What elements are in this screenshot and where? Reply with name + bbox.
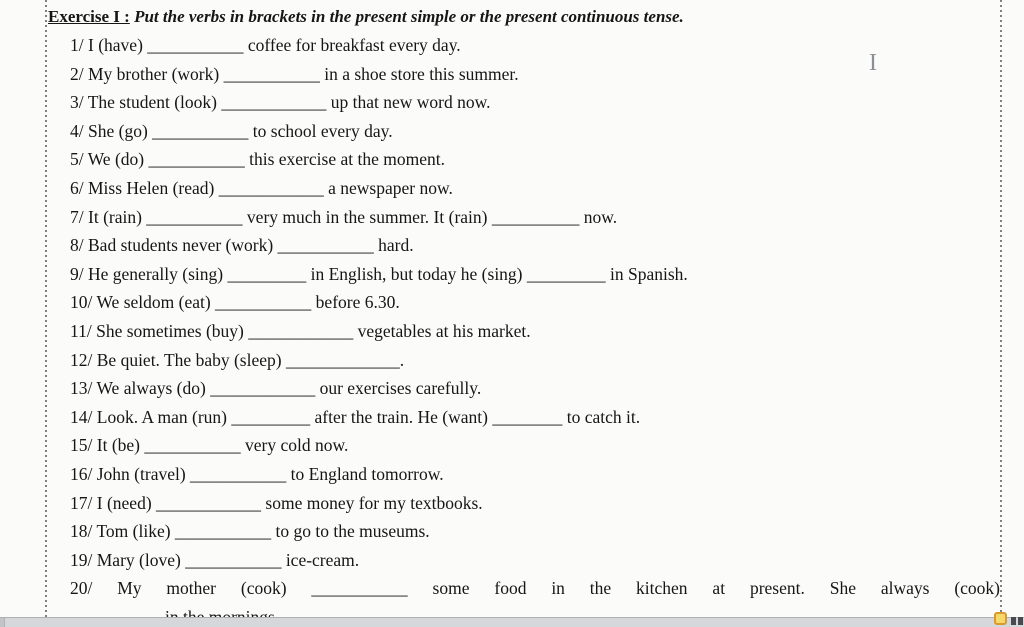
item-number: 2/ xyxy=(70,63,84,84)
right-margin-guide xyxy=(1000,0,1002,617)
item-text: My brother (work) ___________ in a shoe store this summer. xyxy=(88,63,519,84)
item-number: 13/ xyxy=(70,378,93,399)
item-number: 20/ xyxy=(70,578,93,599)
text-ibeam-cursor-icon: I xyxy=(869,50,877,76)
exercise-item xyxy=(70,346,1000,375)
bottom-scrollbar[interactable] xyxy=(0,617,1024,627)
item-number: 15/ xyxy=(70,435,93,456)
item-text: I (have) ___________ coffee for breakfast every day. xyxy=(88,35,461,55)
exercise-title: Exercise I : xyxy=(48,7,130,26)
item-number: 16/ xyxy=(70,463,93,484)
item-number: 12/ xyxy=(70,349,93,370)
item-text: My mother (cook) ___________ some food in the kitchen at present. She always (cook) xyxy=(117,578,1000,599)
exercise-item xyxy=(70,489,1000,518)
left-margin-guide xyxy=(45,0,47,617)
exercise-item xyxy=(70,145,1000,174)
item-text: We always (do) ____________ our exercises carefully. xyxy=(96,378,482,399)
item-number: 11/ xyxy=(70,320,92,341)
item-text: Be quiet. The baby (sleep) _____________. xyxy=(96,349,405,370)
scrollbar-left-end[interactable] xyxy=(0,618,5,627)
item-text: John (travel) ___________ to England tomorrow. xyxy=(96,463,444,484)
exercise-content xyxy=(48,6,1000,627)
exercise-item xyxy=(70,60,1000,89)
item-number: 10/ xyxy=(70,292,93,313)
exercise-item-20 xyxy=(70,574,1000,603)
status-icon[interactable] xyxy=(994,612,1007,625)
item-text: He generally (sing) _________ in English, but today he (sing) _________ in Spanish. xyxy=(88,263,688,284)
exercise-item xyxy=(70,174,1000,203)
exercise-item xyxy=(70,203,1000,232)
item-text: It (rain) ___________ very much in the summer. It (rain) __________ now. xyxy=(88,206,618,227)
item-text: We (do) ___________ this exercise at the moment. xyxy=(87,149,445,170)
items-list xyxy=(48,31,1000,603)
item-number: 8/ xyxy=(70,235,84,256)
item-text: She (go) ___________ to school every day. xyxy=(88,120,393,141)
item-text: Bad students never (work) ___________ hard. xyxy=(88,235,414,256)
item-number: 17/ xyxy=(70,492,93,513)
item-number: 1/ xyxy=(70,35,84,55)
exercise-instruction: Put the verbs in brackets in the present simple or the present continuous tense. xyxy=(134,7,684,26)
exercise-item xyxy=(70,317,1000,346)
exercise-item xyxy=(70,460,1000,489)
item-text: It (be) ___________ very cold now. xyxy=(96,435,349,456)
exercise-item xyxy=(70,374,1000,403)
exercise-item xyxy=(70,288,1000,317)
exercise-item xyxy=(70,231,1000,260)
item-number: 14/ xyxy=(70,406,93,427)
exercise-item xyxy=(70,117,1000,146)
item-text: I (need) ____________ some money for my textbooks. xyxy=(96,492,483,513)
exercise-item xyxy=(70,260,1000,289)
item-text: The student (look) ____________ up that new word now. xyxy=(87,92,491,113)
item-number: 5/ xyxy=(70,149,84,170)
item-text: Miss Helen (read) ____________ a newspaper now. xyxy=(88,177,453,198)
item-number: 7/ xyxy=(70,206,84,227)
exercise-item xyxy=(70,431,1000,460)
item-text: Mary (love) ___________ ice-cream. xyxy=(96,549,360,570)
item-number: 6/ xyxy=(70,177,84,198)
item-text: We seldom (eat) ___________ before 6.30. xyxy=(96,292,400,313)
exercise-item xyxy=(70,88,1000,117)
exercise-header xyxy=(48,6,1000,28)
item-number: 9/ xyxy=(70,263,84,284)
item-number: 4/ xyxy=(70,120,84,141)
exercise-item xyxy=(70,403,1000,432)
item-text: She sometimes (buy) ____________ vegetables at his market. xyxy=(96,320,531,341)
exercise-item xyxy=(70,517,1000,546)
exercise-item xyxy=(70,546,1000,575)
item-text: Tom (like) ___________ to go to the museums. xyxy=(96,521,430,542)
item-number: 19/ xyxy=(70,549,93,570)
exercise-item xyxy=(70,31,1000,60)
item-text: Look. A man (run) _________ after the train. He (want) ________ to catch it. xyxy=(96,406,641,427)
item-number: 3/ xyxy=(70,92,84,113)
clipped-status-glyphs xyxy=(1011,617,1024,626)
item-number: 18/ xyxy=(70,521,93,542)
